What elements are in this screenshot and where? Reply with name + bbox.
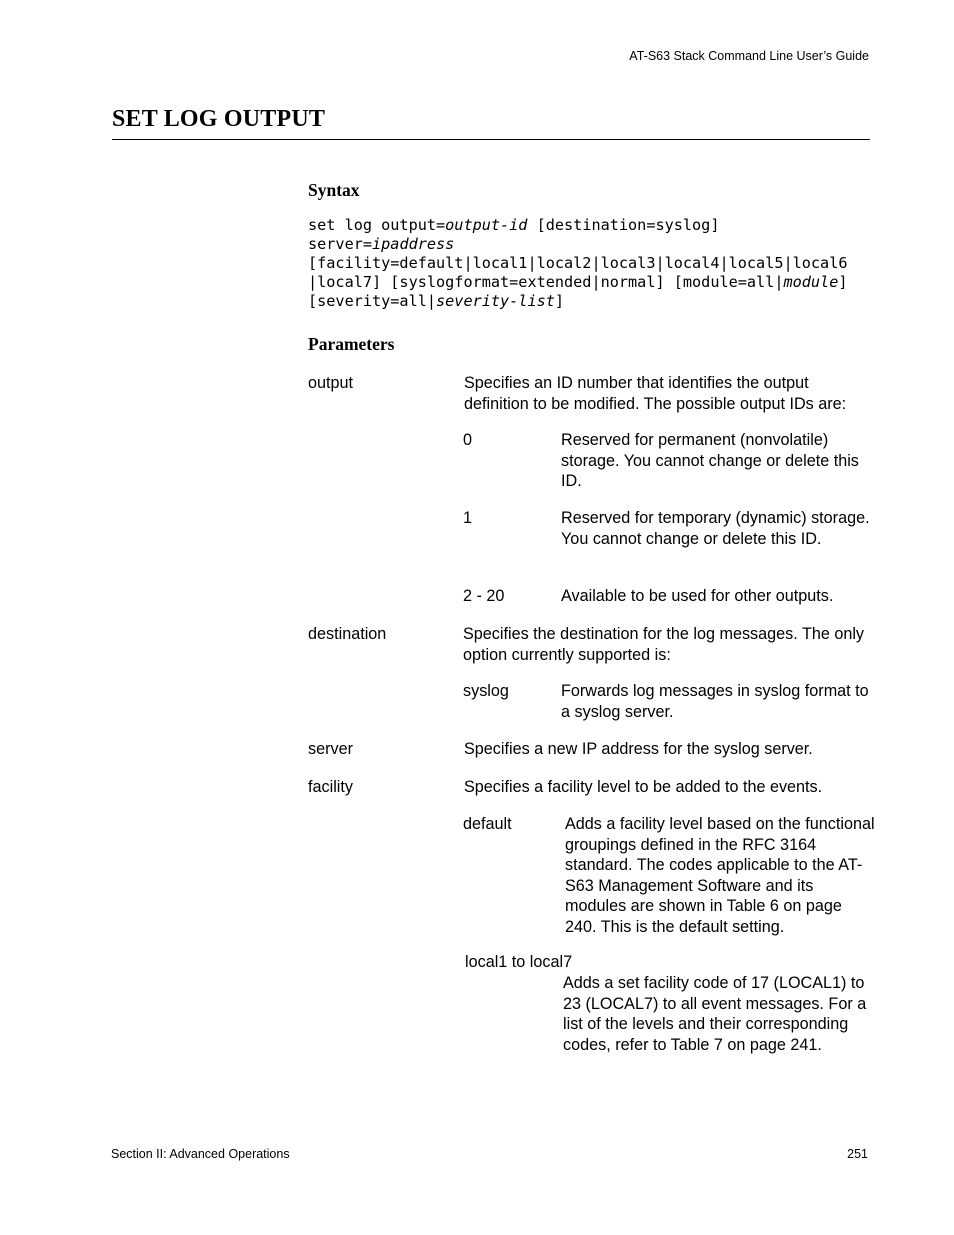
output-value-2-desc: Available to be used for other outputs.: [561, 587, 834, 605]
page-title: SET LOG OUTPUT: [112, 106, 326, 132]
syntax-line: [308, 216, 888, 235]
output-value-1-desc: Reserved for temporary (dynamic) storage. You cannot change or delete this ID.: [561, 509, 870, 548]
syntax-placeholder: ipaddress: [372, 235, 455, 253]
syntax-literal: |local7] [syslogformat=extended|normal] [module=all|: [308, 273, 784, 291]
output-value-0-name: 0: [463, 431, 473, 449]
output-value-1-name: 1: [463, 509, 473, 527]
running-header: AT-S63 Stack Command Line User’s Guide: [629, 49, 869, 63]
facility-value-local-desc: Adds a set facility code of 17 (LOCAL1) to 23 (LOCAL7) to all event messages. For a list of the levels and their corresponding codes, refer to Table 7 on page 241.: [563, 974, 867, 1054]
facility-value-local-name: local1 to local7: [465, 953, 573, 971]
syntax-placeholder: output-id: [445, 216, 528, 234]
syntax-literal: ]: [838, 273, 848, 291]
param-facility-desc: Specifies a facility level to be added to the events.: [464, 778, 823, 796]
facility-value-default-desc: Adds a facility level based on the functional groupings defined in the RFC 3164 standard. The codes applicable to the AT-S63 Management Software and its modules are shown in Table 6 on page 240. This is the default setting.: [565, 815, 875, 936]
syntax-line: [308, 254, 888, 273]
syntax-block: [308, 216, 888, 311]
param-destination-desc: Specifies the destination for the log messages. The only option currently supported is:: [463, 625, 865, 664]
syntax-line: [308, 292, 888, 311]
syntax-literal: [severity=all|: [308, 292, 437, 310]
syntax-heading: Syntax: [308, 180, 360, 200]
output-value-2-name: 2 - 20: [463, 587, 505, 605]
output-value-0-desc: Reserved for permanent (nonvolatile) storage. You cannot change or delete this ID.: [561, 431, 859, 490]
syntax-literal: server=: [308, 235, 373, 253]
footer-page-number: 251: [847, 1147, 868, 1161]
destination-value-syslog-name: syslog: [463, 682, 509, 700]
param-output-name: output: [308, 374, 354, 392]
syntax-placeholder: module: [783, 273, 839, 291]
syntax-line: [308, 273, 888, 292]
title-rule: [112, 139, 870, 140]
param-output-desc: Specifies an ID number that identifies the output definition to be modified. The possible output IDs are:: [464, 374, 847, 413]
footer-section: Section II: Advanced Operations: [111, 1147, 290, 1161]
syntax-literal: set log output=: [308, 216, 446, 234]
syntax-literal: [destination=syslog]: [527, 216, 720, 234]
param-facility-name: facility: [308, 778, 353, 796]
syntax-placeholder: severity-list: [436, 292, 555, 310]
syntax-literal: [facility=default|local1|local2|local3|local4|local5|local6: [308, 254, 848, 272]
syntax-line: [308, 235, 888, 254]
facility-value-default-name: default: [463, 815, 512, 833]
syntax-literal: ]: [554, 292, 565, 310]
param-server-desc: Specifies a new IP address for the syslog server.: [464, 740, 813, 758]
destination-value-syslog-desc: Forwards log messages in syslog format to a syslog server.: [561, 682, 869, 721]
param-destination-name: destination: [308, 625, 387, 643]
parameters-heading: Parameters: [308, 334, 395, 354]
param-server-name: server: [308, 740, 353, 758]
